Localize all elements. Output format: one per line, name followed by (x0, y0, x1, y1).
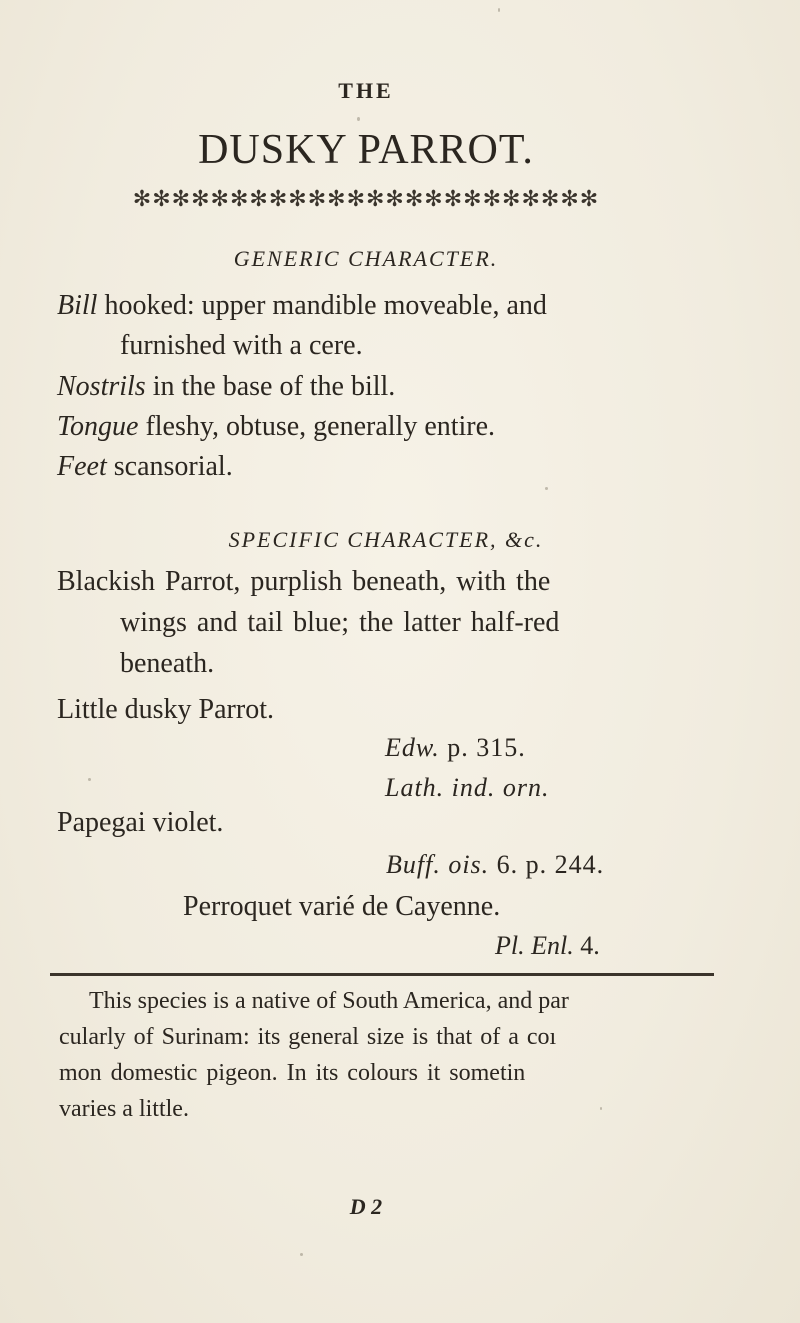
generic-line-feet (57, 451, 233, 483)
description-line-1: Blackish Parrot, purplish beneath, with the (57, 566, 551, 597)
synonym-perroquet: Perroquet varié de Cayenne. (183, 891, 501, 922)
generic-line-cere (120, 330, 363, 362)
paper-speck (88, 778, 91, 781)
signature-mark: D 2 (349, 1194, 383, 1219)
ref-edwards (385, 733, 526, 763)
paper-speck (498, 8, 500, 12)
generic-line-bill (57, 290, 547, 322)
term-nostrils: Nostrils (57, 371, 146, 402)
text-bill: hooked: upper mandible moveable, and (97, 290, 547, 321)
heading-the: THE (338, 78, 394, 103)
divider-rule (50, 973, 714, 976)
ref-planches (495, 931, 600, 961)
description-line-3: beneath. (120, 648, 215, 679)
paper-speck (300, 1253, 303, 1256)
ref-planches-num: 4. (573, 931, 600, 960)
paragraph-line-1: This species is a native of South America, and par (89, 988, 569, 1014)
ref-planches-title: Pl. Enl. (495, 931, 574, 960)
ref-buffon-author: Buff. ois. (386, 850, 490, 879)
paper-speck (545, 487, 548, 490)
ornament-rule: ✻✻✻✻✻✻✻✻✻✻✻✻✻✻✻✻✻✻✻✻✻✻✻✻ (132, 186, 600, 211)
term-tongue: Tongue (57, 411, 139, 442)
text-tongue: fleshy, obtuse, generally entire. (138, 411, 496, 442)
paper-speck (357, 117, 360, 121)
paragraph-line-3: mon domestic pigeon. In its colours it sometin (59, 1060, 526, 1086)
term-bill: Bill (57, 290, 98, 321)
paragraph-line-2: cularly of Surinam: its general size is that of a coı (59, 1024, 557, 1050)
specific-character-heading: SPECIFIC CHARACTER, &c. (228, 527, 544, 552)
ref-buffon-page: 6. p. 244. (489, 850, 605, 879)
page-title: DUSKY PARROT. (198, 127, 534, 173)
generic-line-nostrils (57, 371, 395, 403)
text-cere: furnished with a cere. (120, 330, 363, 361)
ref-latham: Lath. ind. orn. (385, 773, 550, 802)
paper-speck (600, 1107, 602, 1110)
description-line-2: wings and tail blue; the latter half-red (120, 607, 560, 638)
ref-edwards-author: Edw. (385, 733, 440, 762)
synonym-papegai: Papegai violet. (57, 807, 224, 838)
text-nostrils: in the base of the bill. (145, 371, 396, 402)
generic-character-heading: GENERIC CHARACTER. (233, 246, 499, 271)
ref-buffon (386, 850, 604, 880)
ref-edwards-page: p. 315. (439, 733, 526, 762)
generic-line-tongue (57, 411, 495, 443)
synonym-little-dusky: Little dusky Parrot. (57, 694, 274, 725)
term-feet: Feet (57, 451, 107, 482)
paragraph-line-4: varies a little. (59, 1096, 189, 1122)
text-feet: scansorial. (106, 451, 233, 482)
